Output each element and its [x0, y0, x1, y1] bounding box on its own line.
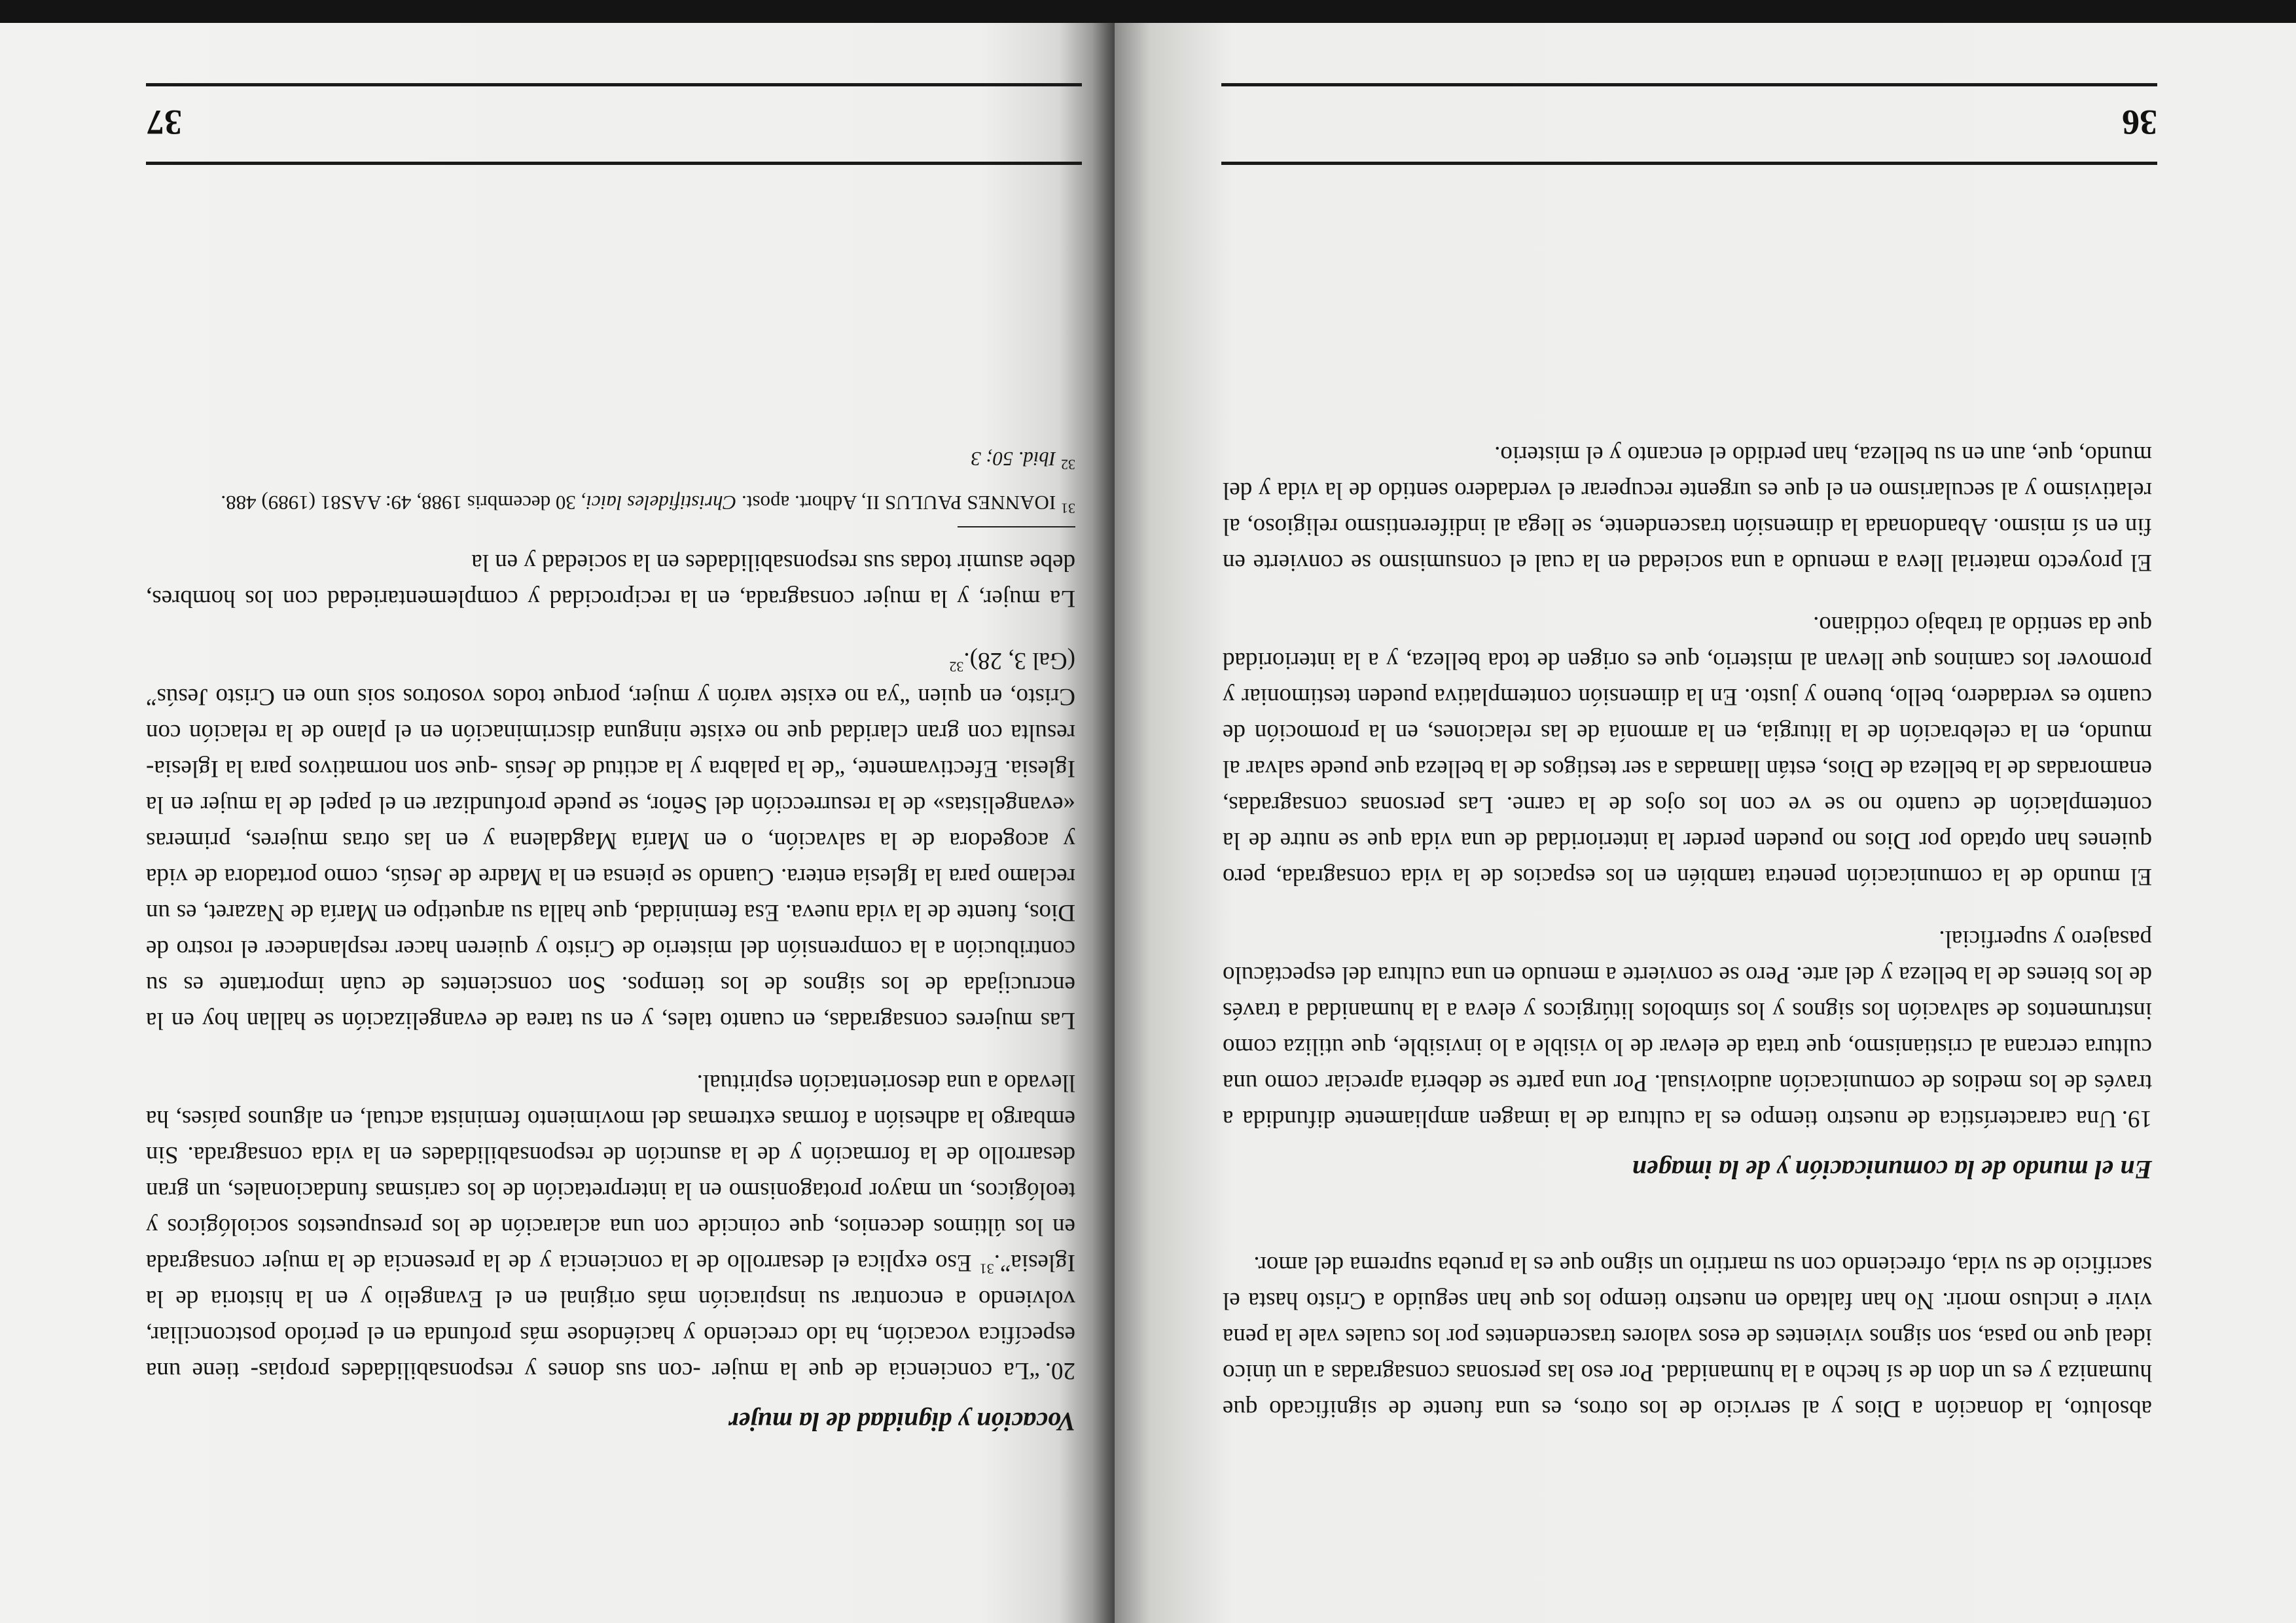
header-rule-top	[1221, 162, 2157, 165]
paragraph-20-text-b: Eso explica el desarrollo de la conciencia y de la presencia de la mujer consagrada en los últimos decenios, que coincide con una aclaración de los presupuestos sociológicos y teológicos, un mayor protagonismo en la interpretación de los carismas fundacionales, un gran desarrollo de la formación y de la asunción de responsabilidades en la vida consagrada. Sin embargo la adhesión a formas extremas del movimiento feminista actual, en algunos países, ha llevado a una desorientación espiritual.	[146, 1069, 1075, 1276]
paragraph-consecrated-women-text: Las mujeres consagradas, en cuanto tales, y en su tarea de evangelización se hallan hoy en la encrucijada de los signos de los tiempos. Son conscientes de cuán importante es su contribución a la comprensión del misterio de Cristo y quieren hacer resplandecer el rostro de Dios, fuente de la vida nueva. Esa feminidad, que halla su arquetipo en María de Nazaret, es un reclamo para la Iglesia entera. Cuando se piensa en la Madre de Jesús, como portadora de vida y acogedora de la salvación, o en María Magdalena y en las otras mujeres, primeras «evangelistas» de la resurrección del Señor, se puede profundizar en el papel de la mujer en la Iglesia. Efectivamente, “de la palabra y la actitud de Jesús -que son normativos para la Iglesia- resulta con gran claridad que no existe ninguna discriminación en el plano de la relación con Cristo, en quien “ya no existe varón y mujer, porque todos vosotros sois uno en Cristo Jesús” (Gal 3, 28).	[146, 647, 1075, 1034]
footnote-32-number: 32	[1061, 456, 1075, 473]
paragraph-20	[146, 1065, 1075, 1389]
footnote-32-text: Ibid. 50; 3	[971, 448, 1056, 471]
page-37	[0, 0, 1115, 1623]
scanner-edge-band	[0, 0, 2296, 23]
paragraph-20-text-a: “La conciencia de que la mujer -con sus dones y responsabilidades propias- tiene una específica vocación, ha ido creciendo y haciéndose más profunda en el período postconciliar, volviendo a encontrar su inspiración más original en el Evangelio y en la historia de la Iglesia”.	[146, 1249, 1075, 1384]
footnote-separator	[958, 526, 1075, 527]
header-rule-bottom	[1221, 83, 2157, 86]
paragraph-number: 20.	[1045, 1357, 1075, 1384]
paragraph-material-project: El proyecto material lleva a menudo a una sociedad en la cual el consumismo se convierte en fin en sí mismo. Abandonada la dimensión trascendente, se llega al indiferentismo religioso, al relativismo y al secularismo en el que es urgente recuperar el verdadero sentido de la vida y del mundo, que, aun en su belleza, han perdido el encanto y el misterio.	[1223, 441, 2152, 576]
paragraph-19	[1223, 921, 2152, 1137]
footnote-32	[146, 445, 1075, 473]
paragraph-19-text: Una característica de nuestro tiempo es la cultura de la imagen ampliamente difundida a través de los medios de comunicación audiovisual. Por una parte se debería apreciar como una cultura cercana al cristianismo, que trata de elevar de lo visible a lo invisible, que utiliza como instrumentos de salvación los signos y los símbolos litúrgicos y eleva a la humanidad a través de los bienes de la belleza y del arte. Pero se convierte a menudo en una cultura del espectáculo pasajero y superficial.	[1223, 925, 2152, 1132]
paragraph-consecrated-women	[146, 643, 1075, 1039]
footnote-ref-31[interactable]: 31	[979, 1260, 994, 1277]
paragraph-woman-reciprocity: La mujer, y la mujer consagrada, en la reciprocidad y complementariedad con los hombres, debe asumir todas sus responsabilidades en la sociedad y en la	[146, 549, 1075, 612]
footnote-31	[146, 489, 1075, 517]
page-36-body	[1223, 437, 2152, 1427]
footnote-31-citation: 30 decembris 1988, 49: AAS81 (1989) 488.	[221, 491, 576, 514]
footnote-ref-32[interactable]: 32	[949, 658, 964, 675]
header-rule-bottom	[146, 83, 1082, 86]
paragraph-continuation: absoluto, la donación a Dios y al servicio de los otros, es una fuente de significado que humaniza y es un don de sí hecho a la humanidad. Por eso las personas consagradas a un único ideal que no pasa, son signos vivientes de esos valores trascendentes por los cuales vale la pena vivir e incluso morir. No han faltado en nuestro tiempo los que han seguido a Cristo hasta el sacrificio de su vida, ofreciendo con su martirio un signo que es la prueba suprema del amor.	[1223, 1251, 2152, 1422]
section-heading-communication: En el mundo de la comunicación y de la imagen	[1632, 1155, 2152, 1185]
footnote-31-author: IOANNES PAULUS II, Adhort. apost.	[742, 491, 1056, 514]
footnote-31-number: 31	[1061, 500, 1075, 517]
paragraph-number: 19.	[2121, 1105, 2152, 1132]
page-36	[1115, 0, 2296, 1623]
footnote-31-title: Christifideles laici,	[581, 491, 737, 514]
page-number: 36	[2122, 103, 2157, 142]
page-number: 37	[147, 103, 182, 142]
page-37-body	[146, 445, 1075, 1440]
paragraph-world-communication: El mundo de la comunicación penetra también en los espacios de la vida consagrada, pero quienes han optado por Dios no pueden perder la interioridad de una vida que se nutre de la contemplación de cuanto no se ve con los ojos de la carne. Las personas consagradas, enamoradas de la belleza de Dios, están llamadas a ser testigos de la belleza que puede salvar al mundo, en la celebración de la liturgia, en la armonía de las relaciones, en la promoción de cuanto es verdadero, bello, bueno y justo. En la dimensión contemplativa pueden testimoniar y promover los caminos que llevan al misterio, que es origen de toda belleza, y a la interioridad que da sentido al trabajo cotidiano.	[1223, 611, 2152, 890]
section-heading-vocation: Vocación y dignidad de la mujer	[728, 1407, 1075, 1436]
header-rule-top	[146, 162, 1082, 165]
